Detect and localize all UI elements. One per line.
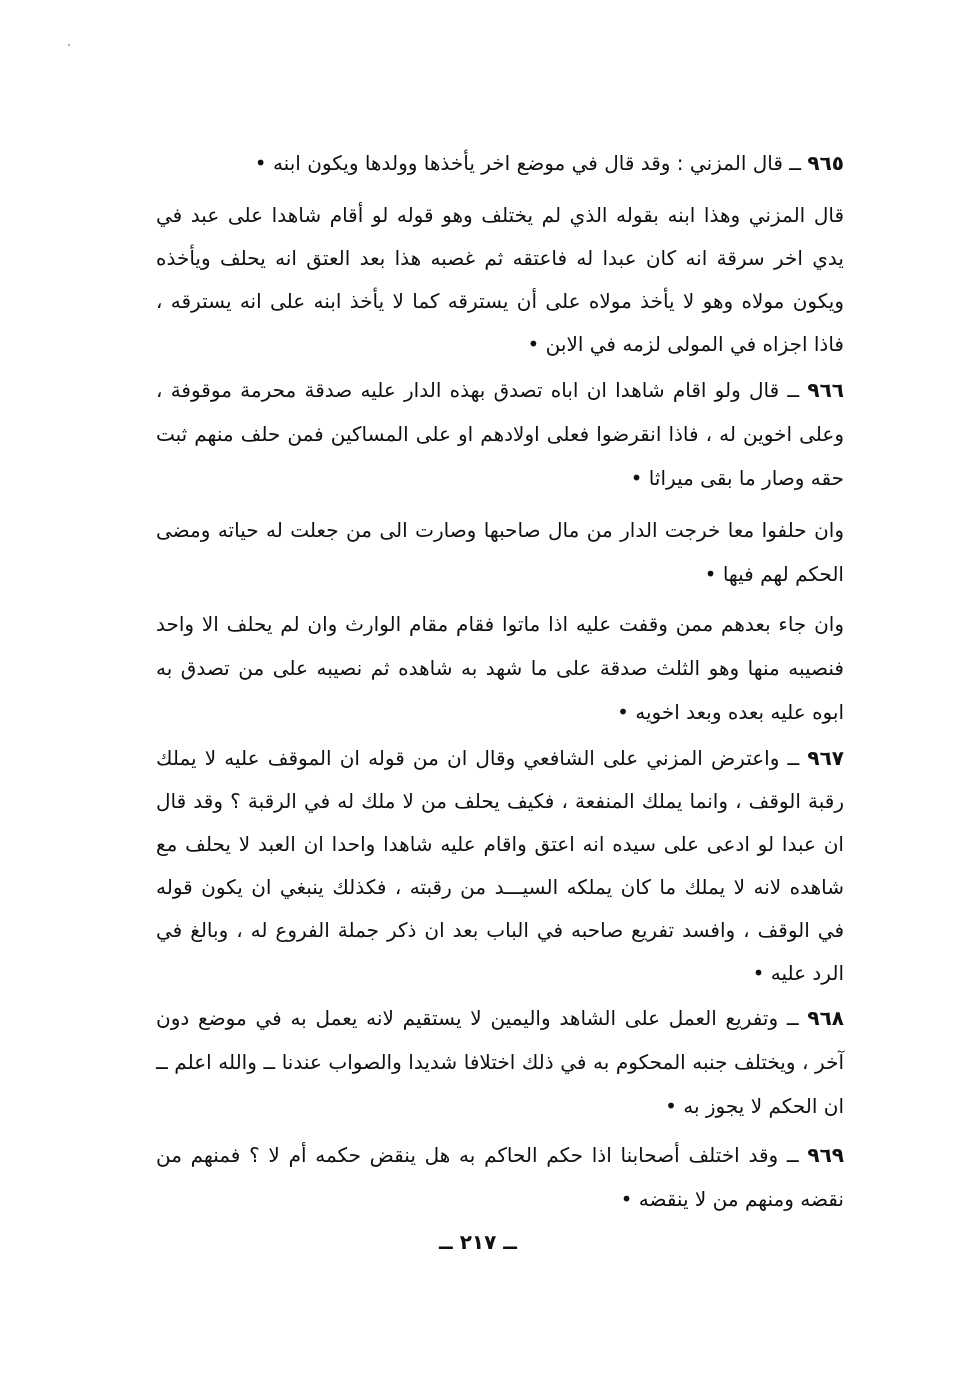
paragraph-967 [156,737,844,995]
paragraph-966-continuation-2 [156,602,844,734]
scan-speck [68,44,70,46]
page-text-4 [156,508,844,596]
paragraph-text: ــ قال المزني : وقد قال في موضع اخر يأخذها وولدها ويكون ابنه • [254,151,808,175]
paragraph-966-continuation [156,508,844,596]
page-text-7 [156,996,844,1128]
paragraph-number: ٩٦٦ [807,378,844,402]
paragraph-number: ٩٦٨ [807,1006,844,1030]
paragraph-966 [156,368,844,500]
page-text-2 [156,194,844,366]
paragraph-number: ٩٦٥ [807,151,844,175]
paragraph-965-commentary [156,194,844,366]
paragraph-969 [156,1133,844,1221]
paragraph-968 [156,996,844,1128]
paragraph-text: قال المزني وهذا ابنه بقوله الذي لم يختلف وهو قوله لو أقام شاهدا على عبد في يدي اخر سرقة انه كان عبدا له فاعتقه ثم غصبه هذا بعد العتق انه يحلف ويأخذه ويكون مولاه وهو لا يأخذ مولاه على أن يسترقه كما لا يأخذ ابنه على انه يسترقه ، فاذا اجزاه في المولى لزمه في الابن • [156,203,844,356]
paragraph-965 [156,141,844,185]
page-text-6 [156,737,844,995]
paragraph-text: وان حلفوا معا خرجت الدار من مال صاحبها وصارت الى من جعلت له حياته ومضى الحكم لهم فيها • [156,518,844,586]
paragraph-text: ــ واعترض المزني على الشافعي وقال ان من قوله ان الموقف عليه لا يملك رقبة الوقف ، وانما يملك المنفعة ، فكيف يحلف من لا ملك له في الرقبة ؟ وقد قال ان عبدا لو ادعى على سيده انه اعتق واقام عليه شاهدا واحدا ان العبد لا يحلف مع شاهده لانه لا يملك ما كان يملكه السيـــد من رقبته ، فكذلك ينبغي ان يكون قوله في الوقف ، وافسد تفريع صاحبه في الباب بعد ان ذكر جملة الفروع له ، وبالغ في الرد عليه • [156,746,844,985]
paragraph-number: ٩٦٩ [807,1143,844,1167]
paragraph-text: وان جاء بعدهم ممن وقفت عليه اذا ماتوا فقام مقام الوارث وان لم يحلف الا واحد فنصيبه منها وهو الثلث صدقة على ما شهد به شاهده ثم نصيبه على من تصدق به ابوه عليه بعده وبعد اخويه • [156,612,844,724]
paragraph-text: ــ وتفريع العمل على الشاهد واليمين لا يستقيم لانه يعمل به في موضع دون آخر ، ويختلف جنبه المحكوم به في ذلك اختلافا شديدا والصواب عندنا ــ والله اعلم ــ ان الحكم لا يجوز به • [156,1006,844,1118]
paragraph-text: ــ قال ولو اقام شاهدا ان اباه تصدق بهذه الدار عليه صدقة محرمة موقوفة ، وعلى اخوين له ، فاذا انقرضوا فعلى اولادهم او على المساكين فمن حلف منهم ثبت حقه وصار ما بقى ميراثا • [156,378,844,490]
page-text-5 [156,602,844,734]
page-text-8 [156,1133,844,1221]
page-text-1 [156,141,844,185]
page-text-3 [156,368,844,500]
paragraph-number: ٩٦٧ [807,746,844,770]
page-number: ــ ٢١٧ ــ [439,1230,517,1254]
paragraph-text: ــ وقد اختلف أصحابنا اذا حكم الحاكم به هل ينقض حكمه أم لا ؟ فمنهم من نقضه ومنهم من لا ينقضه • [156,1143,844,1211]
